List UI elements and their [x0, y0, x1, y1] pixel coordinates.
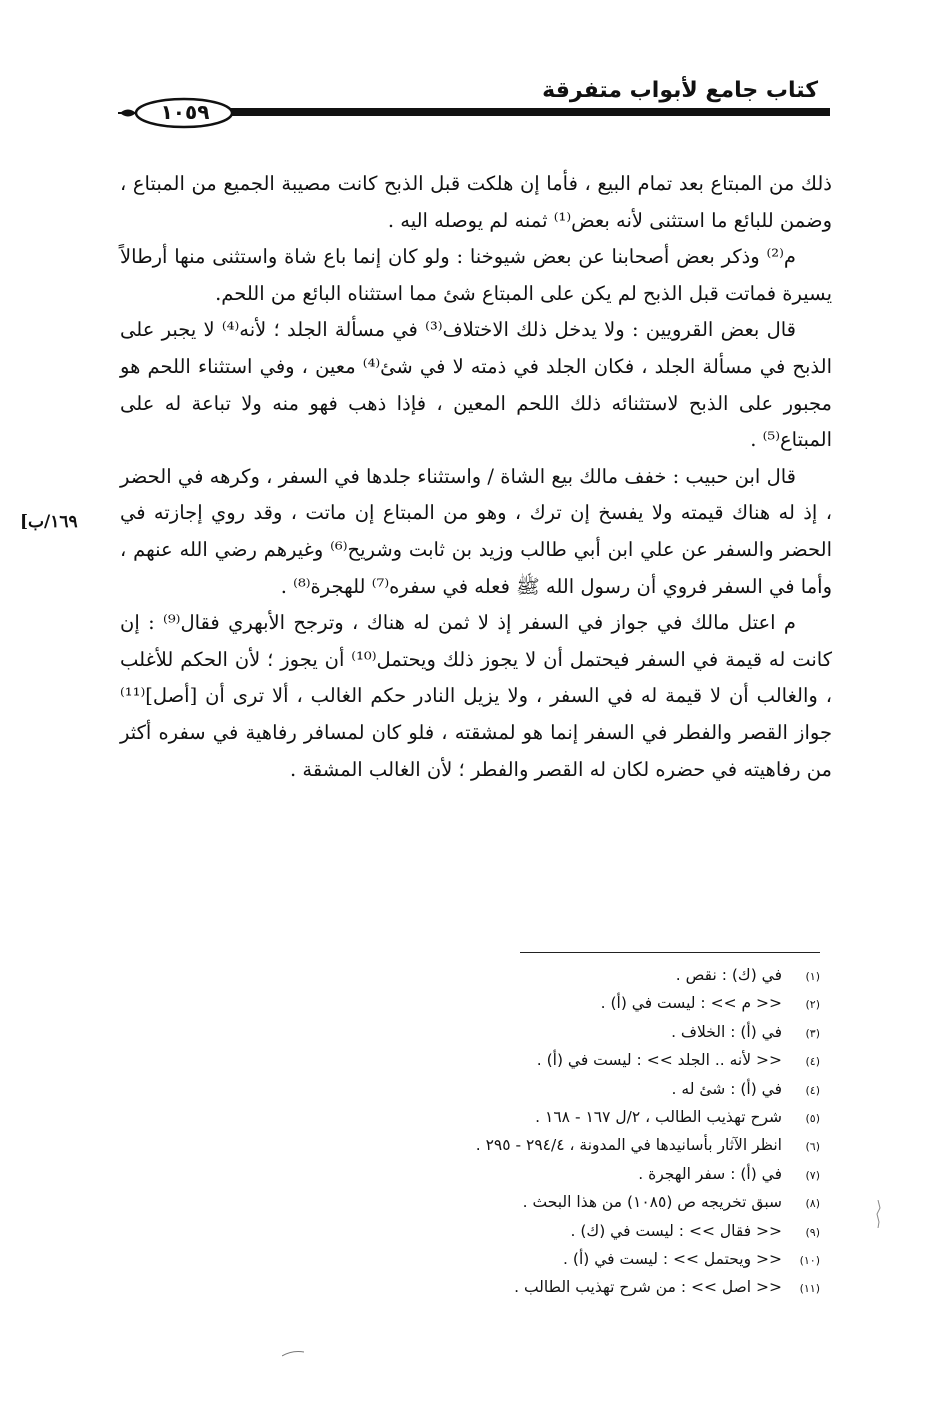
- footnote: [260, 1218, 820, 1246]
- footnote-text: << لأنه .. الجلد >> : ليست في (أ) .: [536, 1051, 782, 1070]
- footnote-text: << اصل >> : من شرح تهذيب الطالب .: [514, 1278, 782, 1297]
- footnote-number: (٤): [805, 1083, 820, 1097]
- footnote-text: في (أ) : سفر الهجرة .: [638, 1164, 782, 1183]
- footnote-number: (١): [805, 970, 820, 983]
- footnote: [260, 1132, 820, 1160]
- footnote-number: (٨): [805, 1197, 820, 1211]
- footnote-text: انظر الآثار بأسانيدها في المدونة ، ٢٩٤/٤ - ٢٩٥ .: [475, 1136, 782, 1155]
- footnote-text: في (ك) : نقص .: [675, 966, 782, 984]
- footnote-text: في (أ) : شئ له .: [671, 1079, 782, 1098]
- manuscript-folio-marker: [١٦٩/ب: [20, 512, 78, 532]
- footnote-number: (٣): [805, 1026, 820, 1040]
- footnote-text: سبق تخريجه ص (١٠٨٥) من هذا البحث .: [522, 1193, 782, 1212]
- paragraph: قال ابن حبيب : خفف مالك بيع الشاة / واستثناء جلدها في السفر ، وكرهه في الحضر ، إذ له هناك قيمته ولا يفسخ إن ترك ، وهو من المبتاع إن ماتت ، وقد روي إجازته في الحضر والسفر عن علي ابن أبي طالب وزيد بن ثابت وشريح⁽⁶⁾ وغيرهم رضي الله عنهم ، وأما في السفر فروي أن رسول الله ﷺ فعله في سفره⁽⁷⁾ للهجرة⁽⁸⁾ .: [120, 464, 833, 598]
- footnote-number: (٦): [805, 1140, 820, 1154]
- header-rule-ornament: [118, 96, 830, 130]
- footnote: [260, 1019, 820, 1047]
- footnote: [260, 1246, 820, 1274]
- page-number: ١٠٥٩: [160, 100, 210, 124]
- footnote-number: (٢): [805, 998, 820, 1012]
- footnote: [260, 1161, 820, 1189]
- footnote-number: (١١): [799, 1282, 820, 1296]
- footnote-text: << م >> : ليست في (أ) .: [600, 994, 782, 1013]
- paragraph: قال بعض القرويين : ولا يدخل ذلك الاختلاف⁽³⁾ في مسألة الجلد ؛ لأنه⁽⁴⁾ لا يجبر على الذبح في مسألة الجلد ، فكان الجلد في ذمته لا في شئ⁽⁴⁾ معين ، وفي استثناء اللحم هو مجبور على الذبح لاستثنائه ذلك اللحم المعين ، فإذا ذهب فهو منه ولا تباعة له على المبتاع⁽⁵⁾ .: [120, 318, 832, 452]
- footnote-divider: [520, 952, 820, 953]
- footnote-text: في (أ) : الخلاف .: [671, 1022, 782, 1041]
- footnote: [260, 1104, 820, 1132]
- footnote: [260, 962, 820, 990]
- paragraph: م اعتل مالك في جواز في السفر إذ لا ثمن له هناك ، وترجح الأبهري فقال⁽⁹⁾ : إن كانت له قيمة في السفر فيحتمل أن لا يجوز ذلك ويحتمل⁽¹⁰⁾ أن يجوز ؛ لأن الحكم للأغلب ، والغالب أن لا قيمة له في السفر ، ولا يزيل النادر حكم الغالب ، ألا ترى أن [أصل]⁽¹¹⁾ جواز القصر والفطر في السفر إنما هو لمشقته ، فلو كان لمسافر رفاهية في سفره أكثر من رفاهيته في حضره لكان له القصر والفطر ؛ لأن الغالب المشقة .: [120, 611, 833, 781]
- footnote-number: (٩): [805, 1225, 820, 1239]
- footnote-number: (٧): [805, 1168, 820, 1182]
- scan-artifact: [874, 1200, 882, 1228]
- footnotes: [260, 962, 820, 1303]
- main-text: [120, 166, 832, 788]
- footnote: [260, 1047, 820, 1075]
- footnote: [260, 990, 820, 1018]
- footnote-text: شرح تهذيب الطالب ، ٢/ل ١٦٧ - ١٦٨ .: [535, 1108, 782, 1127]
- footnote: [260, 1274, 820, 1302]
- footnote: [260, 1076, 820, 1104]
- footnote-number: (٥): [805, 1112, 820, 1126]
- paragraph: م⁽²⁾ وذكر بعض أصحابنا عن بعض شيوخنا : ولو كان إنما باع شاة واستثنى منها أرطالاً يسيرة فماتت قبل الذبح لم يكن على المبتاع شئ مما استثناه البائع من اللحم.: [120, 245, 832, 305]
- footnote-number: (١٠): [799, 1254, 820, 1268]
- footnote: [260, 1189, 820, 1217]
- paragraph: ذلك من المبتاع بعد تمام البيع ، فأما إن هلكت قبل الذبح كانت مصيبة الجميع من المبتاع ، وضمن للبائع ما استثنى لأنه بعض⁽¹⁾ ثمنه لم يوصله اليه .: [120, 172, 832, 232]
- scan-artifact: [282, 1348, 304, 1358]
- footnote-number: (٤): [805, 1055, 820, 1069]
- running-header-title: كتاب جامع لأبواب متفرقة: [542, 78, 818, 103]
- footnote-text: << فقال >> : ليست في (ك) .: [570, 1221, 782, 1240]
- footnote-text: << ويحتمل >> : ليست في (أ) .: [563, 1250, 782, 1269]
